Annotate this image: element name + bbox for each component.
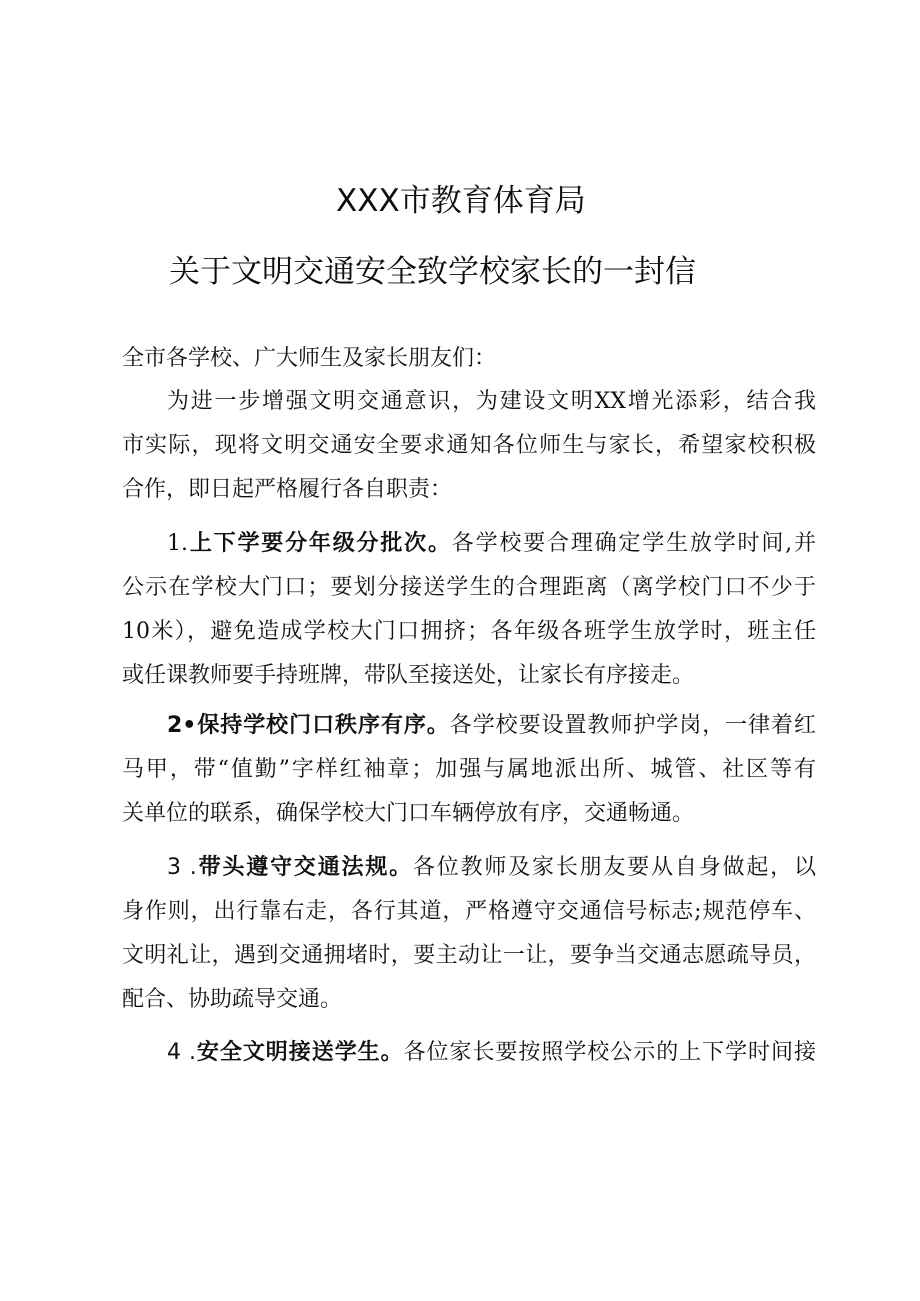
item-line: 10米），避免造成学校大门口拥挤；各年级各班学生放学时，班主任 bbox=[122, 619, 816, 644]
item-first-line bbox=[122, 704, 816, 748]
item-paragraph-4 bbox=[122, 1031, 816, 1075]
item-number: 2• bbox=[167, 713, 197, 738]
item-heading: 安全文明接送学生。 bbox=[195, 1040, 404, 1065]
intro-paragraph bbox=[122, 380, 816, 512]
document-title-line2: 关于文明交通安全致学校家长的一封信 bbox=[169, 254, 696, 290]
item-text: 各学校要合理确定学生放学时间,并 bbox=[451, 531, 816, 556]
item-first-line bbox=[122, 1031, 816, 1075]
item-number: 1. bbox=[167, 531, 188, 556]
item-heading: 上下学要分年级分批次。 bbox=[188, 531, 452, 556]
item-number: 4 . bbox=[167, 1040, 196, 1065]
item-text: 各位家长要按照学校公示的上下学时间接 bbox=[403, 1040, 816, 1065]
item-line: 配合、协助疏导交通。 bbox=[122, 987, 343, 1012]
item-line: 文明礼让，遇到交通拥堵时，要主动让一让，要争当交通志愿疏导员， bbox=[122, 943, 816, 968]
item-line: 关单位的联系，确保学校大门口车辆停放有序，交通畅通。 bbox=[122, 801, 695, 826]
item-line: 或任课教师要手持班牌，带队至接送处，让家长有序接走。 bbox=[122, 663, 695, 688]
item-paragraph-2 bbox=[122, 704, 816, 836]
item-line: 公示在学校大门口；要划分接送学生的合理距离（离学校门口不少于 bbox=[122, 575, 816, 600]
item-text: 各位教师及家长朋友要从自身做起，以 bbox=[412, 855, 816, 880]
salutation bbox=[122, 337, 816, 381]
item-heading: 带头遵守交通法规。 bbox=[196, 855, 413, 880]
intro-line: 合作，即日起严格履行各自职责： bbox=[122, 477, 453, 502]
item-first-line bbox=[122, 522, 816, 566]
intro-line: 为进一步增强文明交通意识，为建设文明XX增光添彩，结合我 bbox=[167, 389, 816, 414]
item-number: 3 . bbox=[167, 855, 197, 880]
intro-line: 市实际，现将文明交通安全要求通知各位师生与家长，希望家校积极 bbox=[122, 433, 816, 458]
salutation-text: 全市各学校、广大师生及家长朋友们： bbox=[122, 346, 497, 371]
item-heading: 保持学校门口秩序有序。 bbox=[196, 713, 450, 738]
item-text: 各学校要设置教师护学岗，一律着红 bbox=[449, 713, 816, 738]
document-title-line1: XXX市教育体育局 bbox=[336, 183, 586, 219]
item-line: 马甲，带“值勤”字样红袖章；加强与属地派出所、城管、社区等有 bbox=[122, 757, 816, 782]
item-line: 身作则，出行靠右走，各行其道，严格遵守交通信号标志;规范停车、 bbox=[122, 899, 816, 924]
item-paragraph-3 bbox=[122, 846, 816, 1022]
item-paragraph-1 bbox=[122, 522, 816, 698]
item-first-line bbox=[122, 846, 816, 890]
